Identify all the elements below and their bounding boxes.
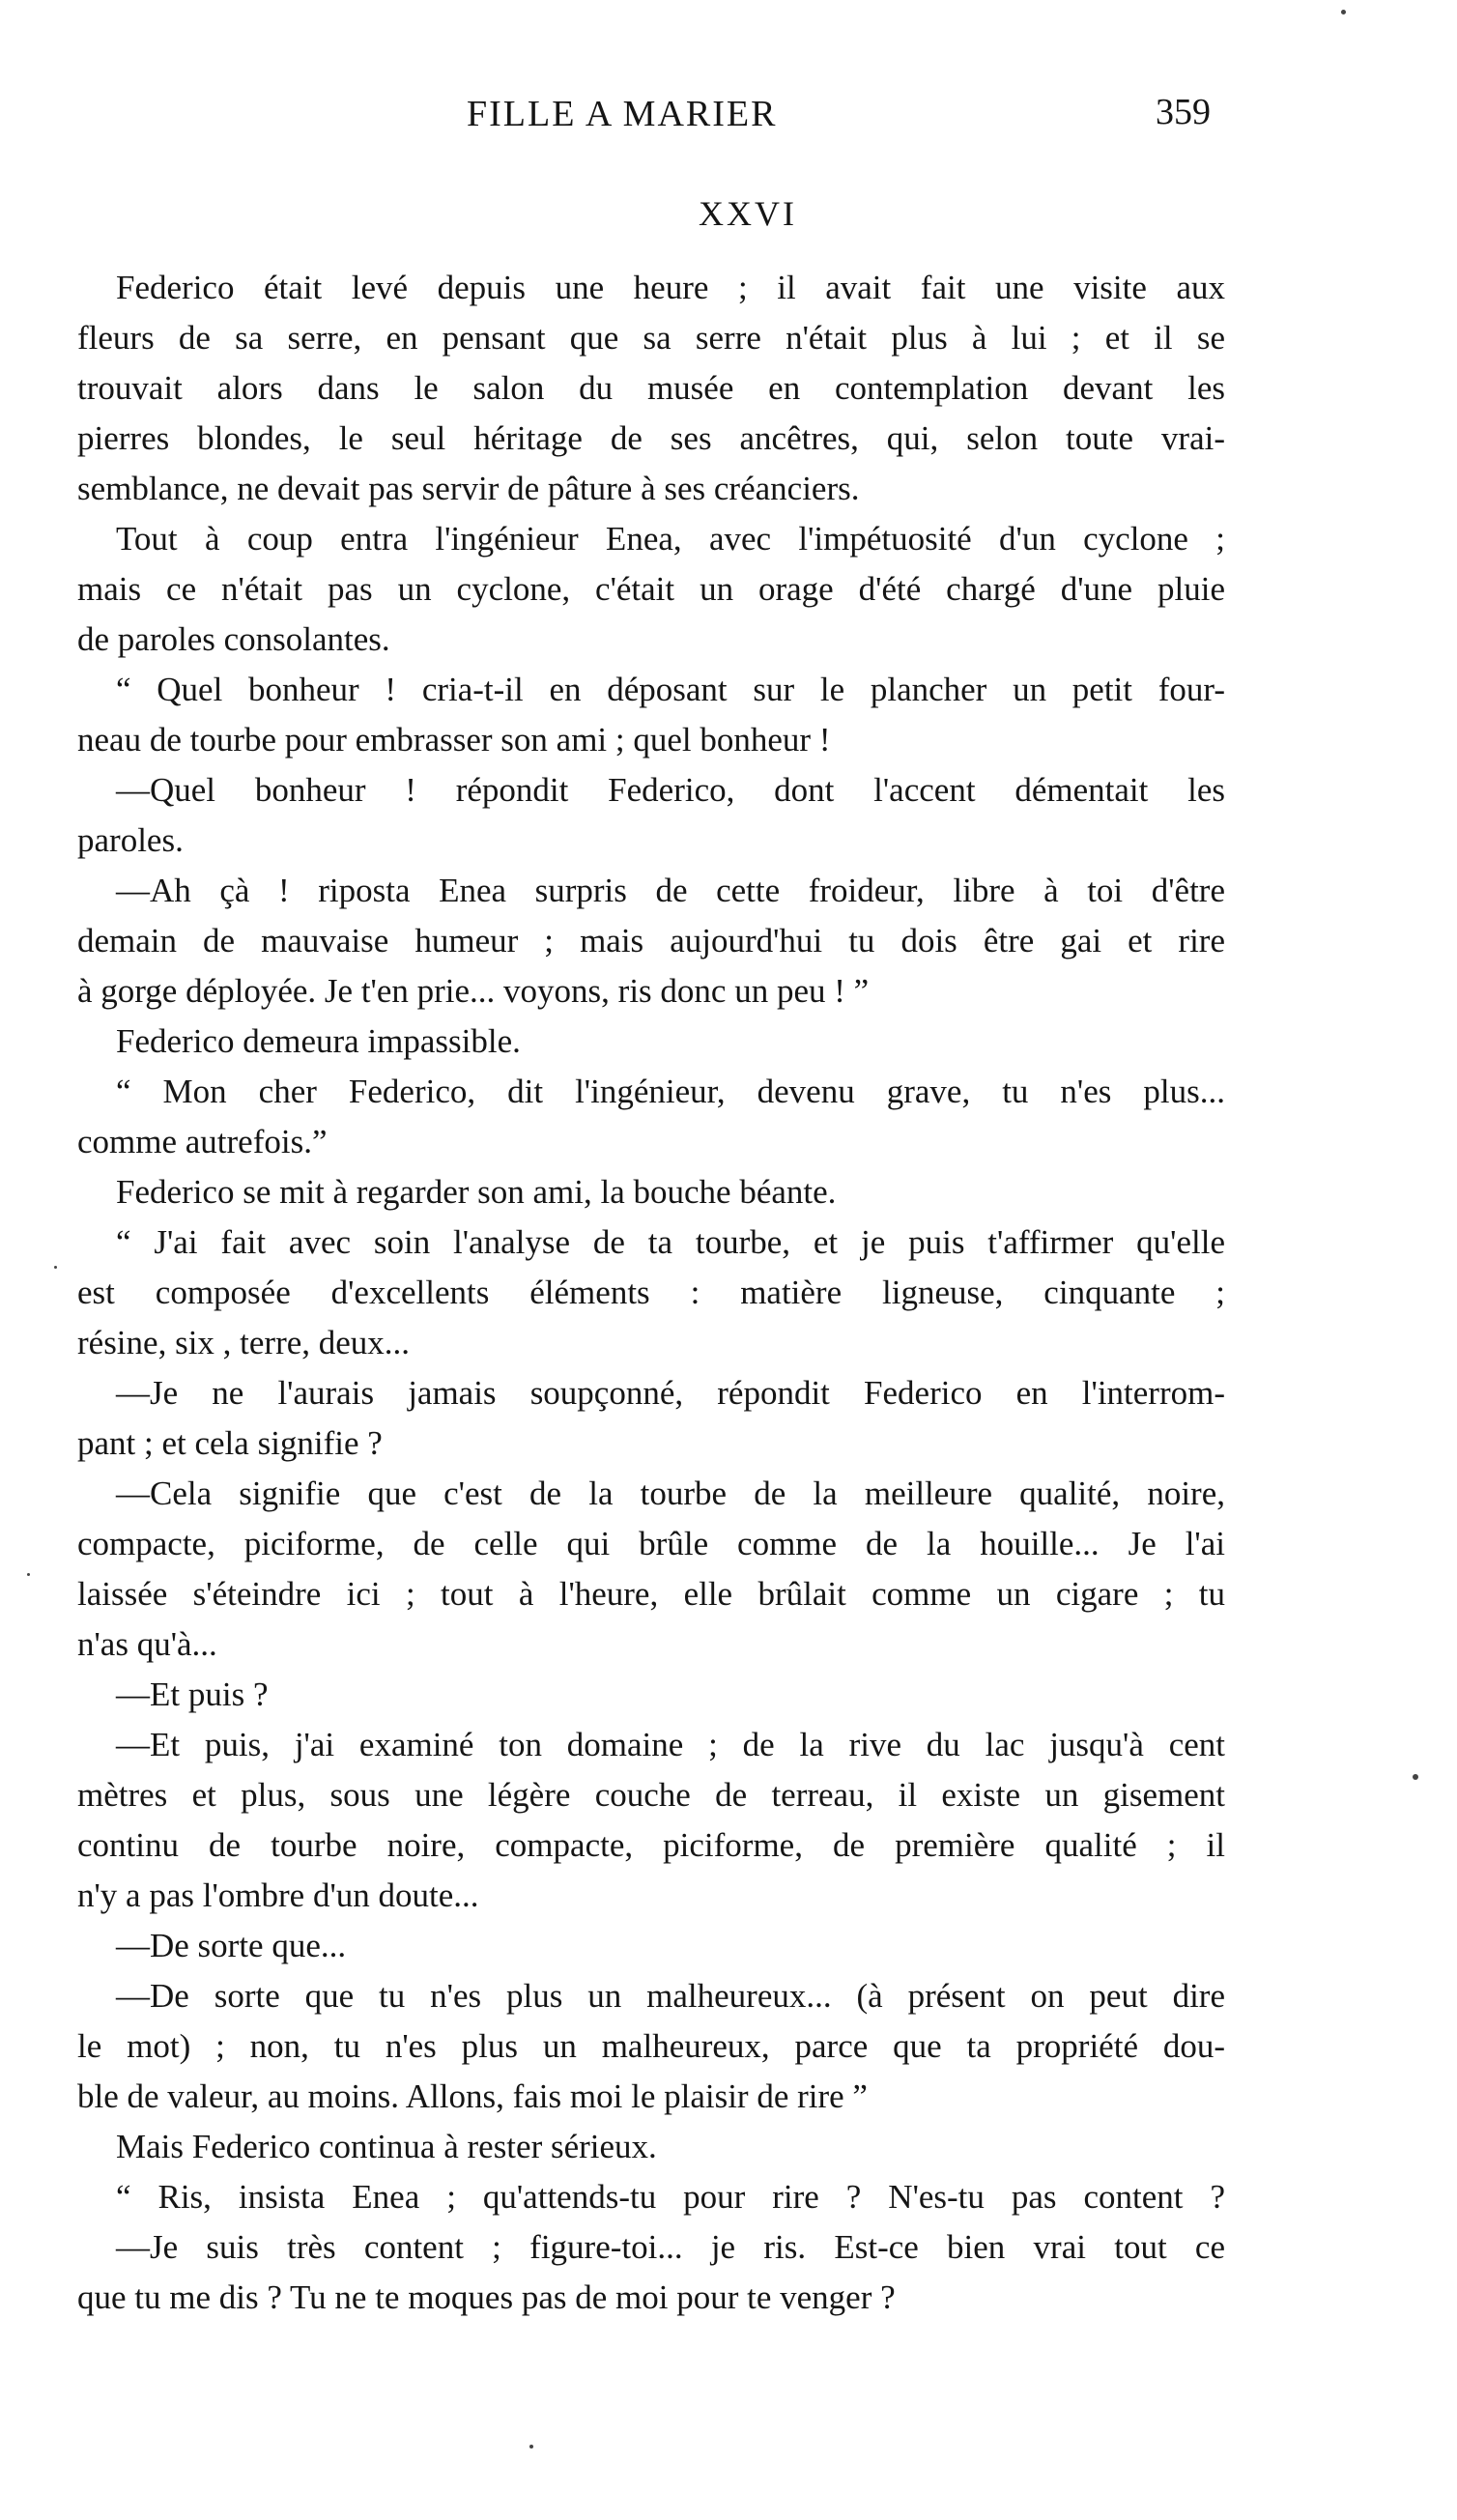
- text-line: résine, six , terre, deux...: [77, 1324, 411, 1361]
- text-line: neau de tourbe pour embrasser son ami ; quel bonheur !: [77, 721, 831, 759]
- text-line: “ J'ai fait avec soin l'analyse de ta tourbe, et je puis t'affirmer qu'elle: [116, 1223, 1225, 1261]
- text-line: n'y a pas l'ombre d'un doute...: [77, 1876, 479, 1914]
- text-line: pant ; et cela signifie ?: [77, 1424, 383, 1462]
- text-line: —Cela signifie que c'est de la tourbe de la meilleure qualité, noire,: [116, 1475, 1225, 1512]
- text-line: compacte, piciforme, de celle qui brûle comme de la houille... Je l'ai: [77, 1525, 1225, 1562]
- text-line: —Et puis ?: [116, 1675, 269, 1713]
- text-line: —Et puis, j'ai examiné ton domaine ; de la rive du lac jusqu'à cent: [116, 1726, 1225, 1763]
- text-line: —De sorte que tu n'es plus un malheureux... (à présent on peut dire: [116, 1977, 1225, 2015]
- text-line: fleurs de sa serre, en pensant que sa serre n'était plus à lui ; et il se: [77, 319, 1225, 357]
- text-line: Mais Federico continua à rester sérieux.: [116, 2128, 657, 2165]
- text-line: semblance, ne devait pas servir de pâture à ses créanciers.: [77, 470, 860, 507]
- text-line: “ Mon cher Federico, dit l'ingénieur, devenu grave, tu n'es plus...: [116, 1073, 1225, 1110]
- text-line: “ Quel bonheur ! cria-t-il en déposant sur le plancher un petit four-: [116, 671, 1225, 708]
- text-line: paroles.: [77, 821, 184, 859]
- scan-speck: [27, 1573, 30, 1576]
- running-title: FILLE A MARIER: [467, 94, 778, 134]
- text-line: Federico se mit à regarder son ami, la bouche béante.: [116, 1173, 837, 1211]
- scan-speck: [529, 2445, 533, 2448]
- text-line: —Je ne l'aurais jamais soupçonné, répondit Federico en l'interrom-: [116, 1374, 1225, 1412]
- text-line: de paroles consolantes.: [77, 620, 390, 658]
- scan-speck: [1413, 1774, 1418, 1780]
- text-line: Federico demeura impassible.: [116, 1022, 521, 1060]
- text-line: est composée d'excellents éléments : matière ligneuse, cinquante ;: [77, 1274, 1225, 1311]
- text-line: Federico était levé depuis une heure ; il avait fait une visite aux: [116, 269, 1225, 306]
- text-line: —Quel bonheur ! répondit Federico, dont l'accent démentait les: [116, 771, 1225, 809]
- text-line: mètres et plus, sous une légère couche de terreau, il existe un gisement: [77, 1776, 1225, 1814]
- text-line: continu de tourbe noire, compacte, piciforme, de première qualité ; il: [77, 1826, 1225, 1864]
- text-line: à gorge déployée. Je t'en prie... voyons, ris donc un peu ! ”: [77, 972, 870, 1010]
- text-line: que tu me dis ? Tu ne te moques pas de moi pour te venger ?: [77, 2278, 896, 2316]
- text-line: —Ah çà ! riposta Enea surpris de cette froideur, libre à toi d'être: [116, 872, 1225, 909]
- running-header: [0, 93, 1457, 151]
- text-line: ble de valeur, au moins. Allons, fais moi le plaisir de rire ”: [77, 2077, 868, 2115]
- scan-speck: [1341, 10, 1346, 14]
- text-line: laissée s'éteindre ici ; tout à l'heure, elle brûlait comme un cigare ; tu: [77, 1575, 1225, 1613]
- body-text: [77, 263, 1225, 2323]
- text-line: pierres blondes, le seul héritage de ses ancêtres, qui, selon toute vrai-: [77, 419, 1225, 457]
- text-line: trouvait alors dans le salon du musée en contemplation devant les: [77, 369, 1225, 407]
- text-line: demain de mauvaise humeur ; mais aujourd'hui tu dois être gai et rire: [77, 922, 1225, 959]
- text-line: Tout à coup entra l'ingénieur Enea, avec l'impétuosité d'un cyclone ;: [116, 520, 1225, 558]
- chapter-heading: XXVI: [699, 194, 797, 233]
- scan-speck: [54, 1266, 57, 1269]
- text-line: “ Ris, insista Enea ; qu'attends-tu pour rire ? N'es-tu pas content ?: [116, 2178, 1225, 2216]
- text-line: —De sorte que...: [116, 1927, 347, 1964]
- text-line: mais ce n'était pas un cyclone, c'était un orage d'été chargé d'une pluie: [77, 570, 1225, 608]
- text-line: n'as qu'à...: [77, 1625, 217, 1663]
- text-line: —Je suis très content ; figure-toi... je ris. Est-ce bien vrai tout ce: [116, 2228, 1225, 2266]
- text-line: comme autrefois.”: [77, 1123, 328, 1160]
- page-number: 359: [1156, 92, 1211, 132]
- text-line: le mot) ; non, tu n'es plus un malheureux, parce que ta propriété dou-: [77, 2027, 1225, 2065]
